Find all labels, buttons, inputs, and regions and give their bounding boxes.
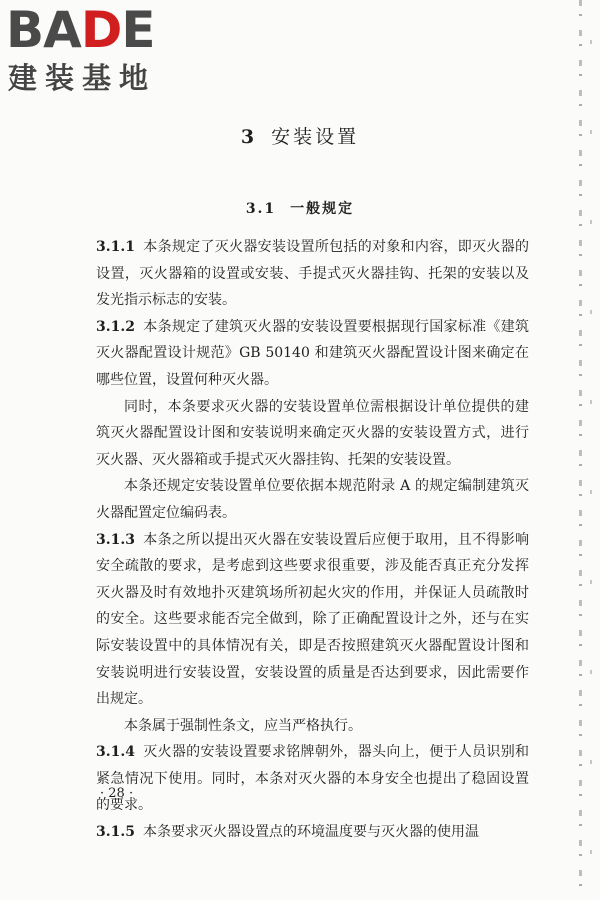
logo-subtitle: 建装基地 — [8, 61, 157, 95]
paragraph-text: 同时，本条要求灭火器的安装设置单位需根据设计单位提供的建筑灭火器配置设计图和安装说明来确定灭火器的安装设置方式，进行灭火器、灭火器箱或手提式灭火器挂钩、托架的安装设置。 — [96, 398, 529, 468]
paragraph-text: 本条规定了灭火器安装设置所包括的对象和内容，即灭火器的设置，灭火器箱的设置或安装、手提式灭火器挂钩、托架的安装以及发光指示标志的安装。 — [96, 239, 529, 309]
clause-paragraph — [96, 234, 529, 314]
paragraph-text: 本条规定了建筑灭火器的安装设置要根据现行国家标准《建筑灭火器配置设计规范》GB 50140 和建筑灭火器配置设计图来确定在哪些位置，设置何种灭火器。 — [96, 318, 529, 388]
chapter-heading: 安装设置 — [271, 126, 360, 148]
clause-number: 3.1.1 — [96, 239, 135, 255]
clause-number: 3.1.4 — [96, 744, 135, 761]
continuation-paragraph — [96, 394, 529, 474]
logo-brand-accent: D — [80, 1, 122, 59]
body-text — [96, 234, 529, 846]
clause-paragraph — [96, 739, 529, 819]
clause-paragraph — [96, 819, 529, 846]
paragraph-text: 本条属于强制性条文，应当严格执行。 — [124, 717, 362, 734]
logo-brand-prefix: BA — [6, 1, 81, 59]
paragraph-text: 灭火器的安装设置要求铭牌朝外，器头向上，便于人员识别和紧急情况下使用。同时，本条对灭火器的本身安全也提出了稳固设置的要求。 — [96, 744, 529, 814]
continuation-paragraph — [96, 713, 529, 740]
paragraph-text: 本条之所以提出灭火器在安装设置后应便于取用，且不得影响安全疏散的要求，是考虑到这些要求很重要，涉及能否真正充分发挥灭火器及时有效地扑灭建筑场所初起火灾的作用，并保证人员疏散时的安全。这些要求能否完全做到，除了正确配置设计之外，还与在实际安装设置中的具体情况有关，即是否按照建筑灭火器配置设计图和安装说明进行安装设置，安装设置的质量是否达到要求，因此需要作出规定。 — [96, 531, 529, 708]
clause-paragraph — [96, 527, 529, 713]
clause-number: 3.1.5 — [96, 824, 135, 841]
paragraph-text: 本条要求灭火器设置点的环境温度要与灭火器的使用温 — [142, 824, 479, 841]
section-number: 3.1 — [245, 201, 277, 217]
chapter-number: 3 — [240, 126, 258, 148]
section-heading: 一般规定 — [290, 201, 355, 217]
clause-paragraph — [96, 314, 529, 394]
logo-wordmark — [6, 2, 154, 58]
paragraph-text: 本条还规定安装设置单位要依据本规范附录 A 的规定编制建筑灭火器配置定位编码表。 — [96, 478, 529, 521]
clause-number: 3.1.2 — [96, 318, 135, 335]
chapter-title — [0, 124, 600, 150]
watermark-logo — [6, 2, 176, 94]
section-title — [0, 198, 600, 220]
continuation-paragraph — [96, 473, 529, 526]
clause-number: 3.1.3 — [96, 531, 135, 548]
logo-brand-suffix: E — [121, 1, 155, 59]
page-number: · 28 · — [100, 786, 134, 801]
